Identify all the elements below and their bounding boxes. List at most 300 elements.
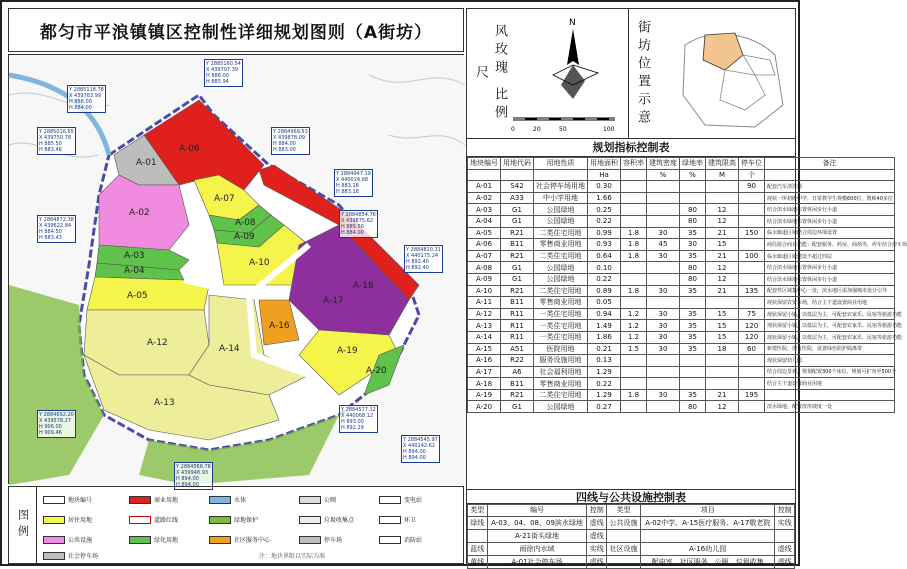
table-cell: A-12 (468, 308, 501, 320)
table-cell: A-07 (468, 250, 501, 262)
table-cell: 30 (647, 331, 680, 343)
ctrl-table-body (468, 181, 907, 413)
table-cell: 结合主干道设置商业用地 (765, 378, 895, 390)
table-cell (706, 378, 739, 390)
table-cell (680, 192, 706, 204)
page-title: 都匀市平浪镇镇区控制性详细规划图则（A街坊） (8, 8, 464, 52)
table-row (468, 273, 895, 285)
table-cell (680, 355, 706, 367)
table-cell (607, 529, 641, 542)
table-cell (680, 181, 706, 193)
table-cell (621, 366, 647, 378)
table-cell (739, 401, 765, 413)
coord-box: Y 2885160.54 X 439797.39 H 886.00 H 885.94 (206, 61, 241, 85)
table-row (468, 181, 895, 193)
legend-item: 垃圾收集点 (299, 515, 354, 524)
svg-text:A-06: A-06 (179, 144, 200, 154)
table-cell: 100 (739, 250, 765, 262)
table-cell: R21 (501, 285, 534, 297)
table-row (468, 262, 895, 274)
legend-item: 公共设施 (43, 535, 92, 544)
table-row (468, 542, 795, 555)
table-cell: 一类住宅用地 (534, 331, 588, 343)
table-cell: 1.5 (621, 343, 647, 355)
svg-text:A-19: A-19 (337, 346, 358, 356)
table-cell: 80 (680, 401, 706, 413)
table-cell: B11 (501, 378, 534, 390)
table-cell: 新建医院，现有医院，设置绿色防护隔离带 (765, 343, 895, 355)
table-cell: 现状保留幼儿园 (765, 355, 895, 367)
compass-label: 风玫瑰 比例尺 (473, 24, 507, 124)
table-cell: 公园绿地 (534, 273, 588, 285)
coord-box: Y 2884872.38 X 439622.84 H 884.50 H 883.43 (39, 217, 74, 241)
table-cell: 0.22 (588, 378, 621, 390)
legend-item: 消防站 (379, 535, 422, 544)
legend (8, 486, 464, 564)
table-cell: 1.29 (588, 366, 621, 378)
legend-item: 地块编号 (43, 495, 92, 504)
lines-header-row: 类型 编号 控制 类型 项目 控制 (468, 505, 795, 517)
table-cell: 一类住宅用地 (534, 308, 588, 320)
table-cell (621, 204, 647, 216)
svg-text:A-13: A-13 (154, 398, 175, 408)
table-cell: 二类住宅用地 (534, 227, 588, 239)
table-cell (706, 297, 739, 309)
table-row (468, 227, 895, 239)
table-row (468, 308, 895, 320)
table-cell: 0.22 (588, 273, 621, 285)
table-cell: 临水廊道区域结合周边环境设置 (765, 227, 895, 239)
table-cell (647, 355, 680, 367)
svg-text:0: 0 (511, 126, 515, 133)
table-row (468, 529, 795, 542)
table-cell: 0.99 (588, 227, 621, 239)
table-cell (739, 192, 765, 204)
svg-text:A-02: A-02 (129, 208, 150, 218)
legend-item: 社会停车场 (43, 551, 98, 560)
table-cell: 12 (706, 262, 739, 274)
table-cell: 0.94 (588, 308, 621, 320)
table-cell: 1.8 (621, 389, 647, 401)
table-row (468, 192, 895, 204)
table-cell: 结合滨水绿地布置休闲步行小道 (765, 262, 895, 274)
ctrl-unit-row: Ha % % M 个 (468, 169, 895, 181)
table-cell: A-10 (468, 285, 501, 297)
svg-text:A-20: A-20 (366, 366, 387, 376)
table-cell: 商住混合商业功能：配套服务、药房、商场等，停车结合停车场 (765, 239, 895, 251)
table-cell: S42 (501, 181, 534, 193)
legend-item: 社区服务中心 (209, 535, 270, 544)
table-cell: 30 (647, 285, 680, 297)
table-cell: 滨水绿地，配置放形坡度一处 (765, 401, 895, 413)
table-row (468, 355, 895, 367)
table-cell: 18 (706, 343, 739, 355)
table-cell (706, 355, 739, 367)
table-cell: A-05 (468, 227, 501, 239)
table-cell: 现状保留小镇，以低层为主，可配套农家乐、民宿等旅游功能 (765, 331, 895, 343)
table-cell: 1.66 (588, 192, 621, 204)
table-cell (739, 378, 765, 390)
table-cell: 虚线 (587, 529, 607, 542)
table-cell: A33 (501, 192, 534, 204)
table-row (468, 250, 895, 262)
table-row (468, 320, 895, 332)
table-cell: 21 (706, 227, 739, 239)
table-cell: 结合滨水绿地布置休闲步行小道 (765, 204, 895, 216)
table-cell: 零售商业用地 (534, 297, 588, 309)
table-cell: 30 (647, 308, 680, 320)
table-cell: 15 (706, 320, 739, 332)
table-cell: A-03、04、08、09滨水绿地 (487, 516, 587, 529)
table-cell: A-20 (468, 401, 501, 413)
table-cell: 80 (680, 204, 706, 216)
table-cell: 配套性区域集中心一处，滨水地区需加强城市设计引导 (765, 285, 895, 297)
table-cell (775, 529, 795, 542)
table-cell: 虚线 (587, 516, 607, 529)
table-cell: R22 (501, 355, 534, 367)
table-cell (647, 378, 680, 390)
table-cell: 0.93 (588, 239, 621, 251)
table-cell (621, 378, 647, 390)
table-cell: 1.2 (621, 331, 647, 343)
table-cell: 35 (680, 331, 706, 343)
table-cell: 60 (739, 343, 765, 355)
table-cell: 15 (706, 331, 739, 343)
table-cell: B11 (501, 297, 534, 309)
coord-box: Y 2884947.19 X 440024.68 H 883.18 H 883.18 (336, 171, 371, 195)
table-cell: A-11 (468, 297, 501, 309)
table-cell (739, 355, 765, 367)
coord-box: Y 2884692.20 X 439578.27 H 906.00 H 909.46 (39, 412, 74, 436)
table-cell: 80 (680, 273, 706, 285)
table-cell (739, 204, 765, 216)
table-cell: 社区设施 (607, 542, 641, 555)
table-row (468, 401, 895, 413)
table-cell (621, 355, 647, 367)
table-cell: A-16 (468, 355, 501, 367)
table-cell: 现状一所初级中学，日常教学生规模600位，教师40多位 (765, 192, 895, 204)
svg-text:A-05: A-05 (127, 291, 148, 301)
legend-item: 环卫 (379, 515, 416, 524)
svg-text:50: 50 (559, 126, 567, 133)
table-cell: 30 (647, 389, 680, 401)
table-cell (647, 297, 680, 309)
table-cell (647, 192, 680, 204)
table-cell: G1 (501, 401, 534, 413)
table-cell: 30 (680, 239, 706, 251)
table-cell: 35 (680, 227, 706, 239)
table-cell: A-19 (468, 389, 501, 401)
table-cell: 虚线 (775, 542, 795, 555)
compass-panel (467, 9, 629, 139)
svg-text:A-12: A-12 (147, 338, 168, 348)
coord-box: Y 2884854.76 X 439875.62 H 885.50 H 884.00 (341, 212, 376, 236)
table-cell: 195 (739, 389, 765, 401)
legend-item: 居住用地 (43, 515, 92, 524)
table-cell: B11 (501, 239, 534, 251)
table-cell: 1.8 (621, 227, 647, 239)
table-cell: 35 (680, 389, 706, 401)
svg-text:A-08: A-08 (235, 218, 256, 228)
table-cell: 1.49 (588, 320, 621, 332)
table-cell (706, 192, 739, 204)
table-cell (641, 529, 775, 542)
table-cell: 45 (647, 239, 680, 251)
table-cell: 0.22 (588, 215, 621, 227)
table-cell: 21 (706, 250, 739, 262)
svg-text:A-09: A-09 (234, 232, 255, 242)
legend-item: 水体 (209, 495, 246, 504)
table-cell (621, 181, 647, 193)
location-highlight (703, 33, 743, 70)
legend-item: 变电站 (379, 495, 422, 504)
table-cell: A-09 (468, 273, 501, 285)
svg-text:A-14: A-14 (219, 344, 240, 354)
table-cell (739, 262, 765, 274)
table-cell (468, 529, 488, 542)
table-cell (739, 366, 765, 378)
table-cell: 公园绿地 (534, 401, 588, 413)
table-cell: 1.29 (588, 389, 621, 401)
coord-box: Y 2884566.78 X 439948.93 H 894.00 H 894.00 (176, 464, 211, 488)
table-cell: 75 (739, 308, 765, 320)
table-cell: G1 (501, 273, 534, 285)
ctrl-table-title: 规划指标控制表 (467, 139, 795, 157)
table-cell: 150 (739, 227, 765, 239)
table-cell: G1 (501, 215, 534, 227)
table-cell (739, 215, 765, 227)
table-row (468, 378, 895, 390)
table-cell: 公园绿地 (534, 215, 588, 227)
table-cell: 现状保留小镇，以低层为主，可配套农家乐、民宿等旅游功能 (765, 308, 895, 320)
table-cell: A-02中学、A-15医疗服务、A-17敬老院 (641, 516, 775, 529)
table-cell (607, 555, 641, 568)
table-cell: 虚线 (587, 555, 607, 568)
coord-box: Y 2884577.12 X 440068.12 H 893.00 H 892.29 (341, 407, 376, 431)
location-label: 街坊位置示意 (635, 20, 650, 128)
table-cell: 12 (706, 401, 739, 413)
table-row (468, 297, 895, 309)
table-cell: 30 (647, 343, 680, 355)
north-letter: N (569, 18, 576, 28)
table-cell: A-14 (468, 331, 501, 343)
table-cell: 公园绿地 (534, 262, 588, 274)
table-cell: 0.10 (588, 262, 621, 274)
coord-box: Y 2884545.97 X 440242.62 H 894.00 H 894.00 (403, 437, 438, 461)
plan-map (8, 54, 464, 488)
table-cell: 现状保留小镇，以低层为主，可配套农家乐、民宿等旅游功能 (765, 320, 895, 332)
table-cell: A-03 (468, 204, 501, 216)
table-row (468, 389, 895, 401)
table-cell: 1.2 (621, 320, 647, 332)
table-cell: 0.89 (588, 285, 621, 297)
table-row (468, 285, 895, 297)
table-cell: 二类住宅用地 (534, 250, 588, 262)
table-cell: 0.64 (588, 250, 621, 262)
table-cell: 公共设施 (607, 516, 641, 529)
table-row (468, 343, 895, 355)
coord-box: Y 2884969.53 X 439878.09 H 884.00 H 883.00 (273, 129, 308, 153)
table-cell: 21 (706, 389, 739, 401)
table-row (468, 204, 895, 216)
table-cell (706, 366, 739, 378)
table-cell: R11 (501, 331, 534, 343)
table-cell: 35 (680, 308, 706, 320)
table-cell: 1.8 (621, 285, 647, 297)
table-cell: 社会福利用地 (534, 366, 588, 378)
table-cell: 虚线 (775, 555, 795, 568)
table-cell: 15 (706, 308, 739, 320)
map-canvas (9, 55, 465, 485)
table-cell: A51 (501, 343, 534, 355)
table-cell: 120 (739, 320, 765, 332)
table-cell (647, 401, 680, 413)
table-cell: 0.05 (588, 297, 621, 309)
table-cell: 0.13 (588, 355, 621, 367)
svg-text:20: 20 (533, 126, 541, 133)
table-cell: A-21街头绿地 (487, 529, 587, 542)
table-cell: A-01社会停车场 (487, 555, 587, 568)
table-cell: 黄线 (468, 555, 488, 568)
table-cell (621, 401, 647, 413)
legend-item: 绿地保护 (209, 515, 258, 524)
table-cell: 35 (680, 343, 706, 355)
svg-text:A-04: A-04 (124, 266, 145, 276)
table-cell (680, 378, 706, 390)
table-cell: A-02 (468, 192, 501, 204)
table-cell (765, 389, 895, 401)
legend-item: 绿化用地 (129, 535, 178, 544)
table-cell: R21 (501, 250, 534, 262)
coord-box: Y 2885118.78 X 439763.99 H 886.00 H 884.00 (69, 87, 104, 111)
table-cell: A6 (501, 366, 534, 378)
table-cell: 15 (706, 239, 739, 251)
table-cell: 结合滨水绿地布置休闲步行小道 (765, 215, 895, 227)
table-cell: 公园绿地 (534, 204, 588, 216)
table-cell: 80 (680, 215, 706, 227)
table-cell (647, 262, 680, 274)
legend-title: 图例 (16, 509, 30, 541)
table-cell: A-01 (468, 181, 501, 193)
table-cell: 结合滨水绿地布置休闲步行小道 (765, 273, 895, 285)
table-cell (621, 297, 647, 309)
table-cell: 二类住宅用地 (534, 285, 588, 297)
table-cell (706, 181, 739, 193)
table-row (468, 239, 895, 251)
table-cell: 实线 (775, 516, 795, 529)
lines-table-title: 四线与公共设施控制表 (467, 489, 795, 504)
table-cell: 一类住宅用地 (534, 320, 588, 332)
table-cell: 0.25 (588, 204, 621, 216)
table-cell: R11 (501, 308, 534, 320)
table-cell (621, 192, 647, 204)
legend-item: 商业用地 (129, 495, 178, 504)
table-cell: R21 (501, 389, 534, 401)
wind-rose-icon (503, 15, 625, 133)
table-cell: 1.8 (621, 239, 647, 251)
table-cell (647, 204, 680, 216)
table-cell (739, 297, 765, 309)
coord-box: Y 2885016.65 X 439750.78 H 885.50 H 883.46 (39, 129, 74, 153)
table-cell: 135 (739, 285, 765, 297)
table-cell (621, 262, 647, 274)
table-cell: 30 (647, 320, 680, 332)
svg-text:A-10: A-10 (249, 258, 270, 268)
table-cell: 现状保留农贸市场，结合主干道设置商业用地 (765, 297, 895, 309)
table-cell: 结合周边景观，规划配置300个床位，规划可扩容至500个 (765, 366, 895, 378)
table-cell: 80 (680, 262, 706, 274)
table-cell: 蓝线 (468, 542, 488, 555)
table-cell: 21 (706, 285, 739, 297)
table-cell: 12 (706, 215, 739, 227)
table-row (468, 331, 895, 343)
table-cell (621, 273, 647, 285)
lines-table-body (468, 516, 795, 568)
table-cell: 中小学用地 (534, 192, 588, 204)
table-cell: 35 (680, 285, 706, 297)
table-cell: A-17 (468, 366, 501, 378)
table-cell: A-08 (468, 262, 501, 274)
legend-note: 注：地块界限以实际为准 (259, 553, 326, 560)
location-panel (629, 9, 795, 139)
table-cell: 配电室、社区服务、公厕、垃圾收集 (641, 555, 775, 568)
table-cell: 二类住宅用地 (534, 389, 588, 401)
table-cell: 零售商业用地 (534, 239, 588, 251)
table-cell: 1.86 (588, 331, 621, 343)
svg-text:A-18: A-18 (353, 281, 374, 291)
table-cell (739, 239, 765, 251)
table-cell (680, 366, 706, 378)
table-row (468, 215, 895, 227)
table-cell: 实线 (587, 542, 607, 555)
table-cell: A-13 (468, 320, 501, 332)
table-cell: 90 (739, 181, 765, 193)
table-cell: 120 (739, 331, 765, 343)
table-cell: 服务设施用地 (534, 355, 588, 367)
table-cell: R21 (501, 227, 534, 239)
table-cell: 35 (680, 320, 706, 332)
table-cell: 绿线 (468, 516, 488, 529)
table-cell: A-04 (468, 215, 501, 227)
table-cell: A-16幼儿园 (641, 542, 775, 555)
table-cell: G1 (501, 204, 534, 216)
legend-item: 停车场 (299, 535, 342, 544)
legend-item: 道路红线 (129, 515, 178, 524)
location-map (665, 15, 791, 133)
right-panel (466, 8, 907, 566)
table-cell: 35 (680, 250, 706, 262)
svg-text:A-03: A-03 (124, 251, 145, 261)
table-cell (647, 273, 680, 285)
table-row (468, 555, 795, 568)
table-cell: 1.8 (621, 250, 647, 262)
svg-text:A-17: A-17 (323, 296, 344, 306)
table-cell (647, 181, 680, 193)
table-cell (680, 297, 706, 309)
table-cell (647, 215, 680, 227)
table-row (468, 516, 795, 529)
table-cell (739, 273, 765, 285)
legend-item: 公厕 (299, 495, 336, 504)
table-cell: 30 (647, 227, 680, 239)
table-cell: G1 (501, 262, 534, 274)
table-cell: 零售商业用地 (534, 378, 588, 390)
table-cell (621, 215, 647, 227)
table-cell: 临水廊道区域建设不超过四层 (765, 250, 895, 262)
svg-text:A-16: A-16 (269, 321, 290, 331)
table-cell: 1.2 (621, 308, 647, 320)
table-cell: 0.30 (588, 181, 621, 193)
